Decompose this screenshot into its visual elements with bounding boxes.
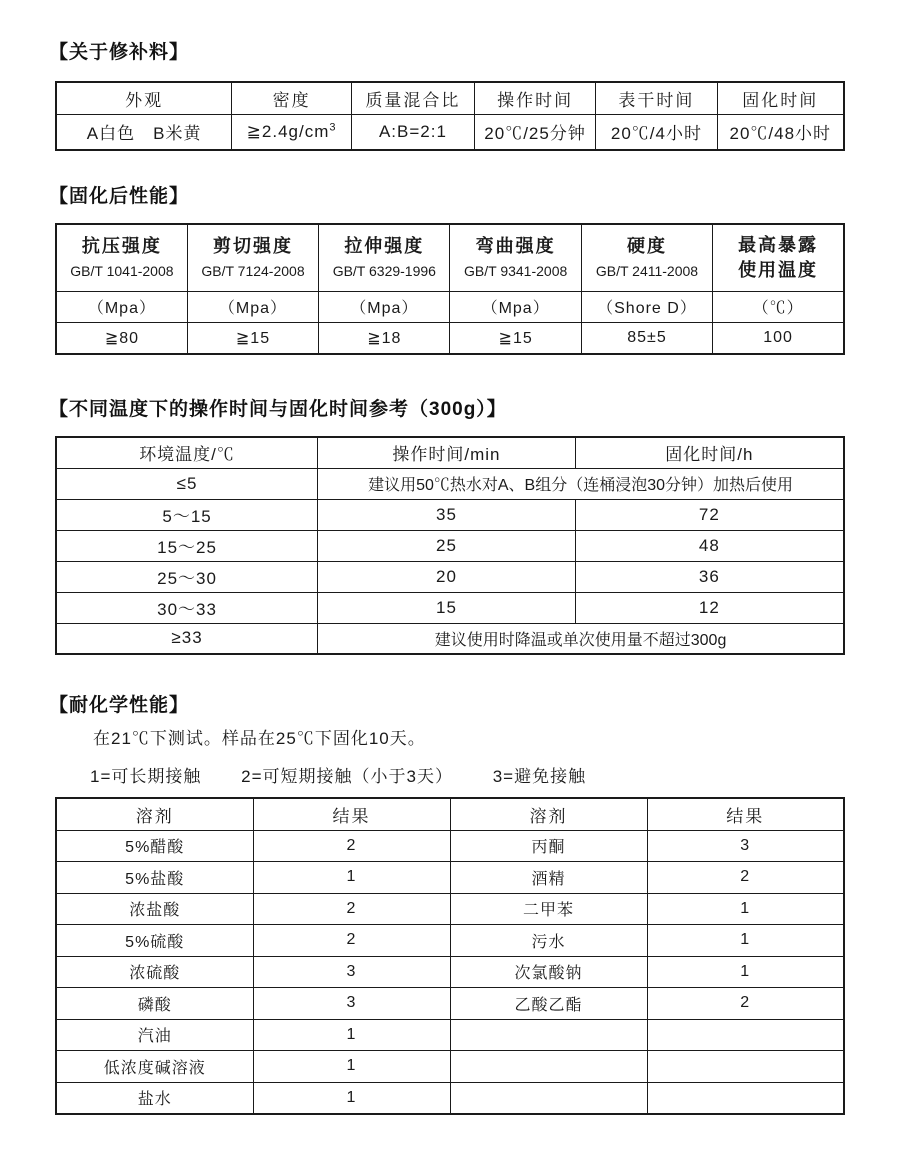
table-row xyxy=(56,592,844,623)
unit-cell: （Mpa） xyxy=(56,291,187,322)
work-time-cell: 25 xyxy=(318,530,576,561)
column-standard: GB/T 9341-2008 xyxy=(464,263,568,280)
temp-range-cell: ≤5 xyxy=(56,468,318,499)
table-row xyxy=(56,499,844,530)
solvent-cell: 盐水 xyxy=(56,1082,253,1114)
section-heading-repair-material: 【关于修补料】 xyxy=(49,42,190,63)
appearance-cell: A白色 B米黄 xyxy=(56,114,232,150)
cure-time-cell: 12 xyxy=(575,592,844,623)
solvent-cell: 污水 xyxy=(450,925,647,957)
column-title: 弯曲强度 xyxy=(475,236,556,257)
value-cell: ≧18 xyxy=(319,322,450,354)
table-row xyxy=(56,468,844,499)
cure-time-cell: 36 xyxy=(575,561,844,592)
table-row xyxy=(56,114,844,150)
column-header-cure-time-h: 固化时间/h xyxy=(575,437,844,468)
column-header-shear xyxy=(187,224,318,291)
column-header-work-time-min: 操作时间/min xyxy=(318,437,576,468)
table-row xyxy=(56,1051,844,1083)
result-cell: 3 xyxy=(253,988,450,1020)
solvent-cell: 酒精 xyxy=(450,862,647,894)
unit-row xyxy=(56,291,844,322)
rating-legend xyxy=(90,762,845,787)
unit-cell: （Mpa） xyxy=(319,291,450,322)
cured-performance-table xyxy=(55,223,845,355)
column-header-result: 结果 xyxy=(647,798,844,830)
column-title: 抗压强度 xyxy=(81,236,162,257)
solvent-cell xyxy=(450,1051,647,1083)
section-heading-temperature-reference: 【不同温度下的操作时间与固化时间参考（300g）】 xyxy=(49,399,507,420)
result-cell: 1 xyxy=(647,956,844,988)
column-header-hardness xyxy=(581,224,712,291)
result-cell: 2 xyxy=(253,830,450,862)
value-row xyxy=(56,322,844,354)
work-time-cell: 20 xyxy=(318,561,576,592)
result-cell: 2 xyxy=(253,893,450,925)
table-row xyxy=(56,925,844,957)
advice-cell: 建议用50℃热水对A、B组分（连桶浸泡30分钟）加热后使用 xyxy=(318,468,844,499)
temp-range-cell: 25～30 xyxy=(56,561,318,592)
column-header-solvent: 溶剂 xyxy=(56,798,253,830)
mix-ratio-cell: A:B=2:1 xyxy=(351,114,474,150)
column-header-work-time: 操作时间 xyxy=(474,82,595,114)
table-header-row xyxy=(56,224,844,291)
temperature-reference-table xyxy=(55,436,845,655)
result-cell: 2 xyxy=(253,925,450,957)
column-standard: GB/T 2411-2008 xyxy=(595,263,699,280)
legend-item-long-term: 1=可长期接触 xyxy=(90,767,202,786)
solvent-cell xyxy=(450,1082,647,1114)
temp-range-cell: 15～25 xyxy=(56,530,318,561)
solvent-cell: 磷酸 xyxy=(56,988,253,1020)
column-standard: GB/T 1041-2008 xyxy=(70,263,174,280)
result-cell: 1 xyxy=(253,1051,450,1083)
value-cell: 85±5 xyxy=(581,322,712,354)
temp-range-cell: 30～33 xyxy=(56,592,318,623)
column-standard: GB/T 6329-1996 xyxy=(332,263,436,280)
cure-time-cell: 48 xyxy=(575,530,844,561)
result-cell: 1 xyxy=(253,1082,450,1114)
advice-cell: 建议使用时降温或单次使用量不超过300g xyxy=(318,623,844,654)
result-cell: 2 xyxy=(647,862,844,894)
result-cell: 1 xyxy=(253,1019,450,1051)
unit-cell: （Mpa） xyxy=(187,291,318,322)
table-row xyxy=(56,530,844,561)
temp-range-cell: 5～15 xyxy=(56,499,318,530)
table-row xyxy=(56,1082,844,1114)
column-header-flexural xyxy=(450,224,581,291)
result-cell: 1 xyxy=(253,862,450,894)
legend-item-short-term: 2=可短期接触（小于3天） xyxy=(241,767,453,786)
result-cell: 2 xyxy=(647,988,844,1020)
density-cell xyxy=(232,114,352,150)
result-cell xyxy=(647,1082,844,1114)
solvent-cell: 浓硫酸 xyxy=(56,956,253,988)
work-time-cell: 15 xyxy=(318,592,576,623)
cure-time-cell: 20℃/48小时 xyxy=(717,114,844,150)
table-row xyxy=(56,893,844,925)
temp-range-cell: ≥33 xyxy=(56,623,318,654)
solvent-cell: 5%硫酸 xyxy=(56,925,253,957)
column-standard: GB/T 7124-2008 xyxy=(201,263,305,280)
value-cell: ≧15 xyxy=(450,322,581,354)
result-cell: 3 xyxy=(253,956,450,988)
result-cell xyxy=(647,1019,844,1051)
column-header-density: 密度 xyxy=(232,82,352,114)
column-header-mix-ratio: 质量混合比 xyxy=(351,82,474,114)
section-heading-cured-performance: 【固化后性能】 xyxy=(49,186,190,207)
table-row xyxy=(56,1019,844,1051)
solvent-cell: 低浓度碱溶液 xyxy=(56,1051,253,1083)
column-header-appearance: 外观 xyxy=(56,82,232,114)
table-row xyxy=(56,862,844,894)
solvent-cell: 乙酸乙酯 xyxy=(450,988,647,1020)
tack-free-time-cell: 20℃/4小时 xyxy=(596,114,717,150)
table-row xyxy=(56,956,844,988)
table-row xyxy=(56,561,844,592)
column-header-max-exposure-temp xyxy=(713,224,844,291)
column-header-solvent: 溶剂 xyxy=(450,798,647,830)
value-cell: ≧15 xyxy=(187,322,318,354)
table-row xyxy=(56,623,844,654)
test-condition-note: 在21℃下测试。样品在25℃下固化10天。 xyxy=(93,729,426,748)
column-header-ambient-temp: 环境温度/℃ xyxy=(56,437,318,468)
solvent-cell: 汽油 xyxy=(56,1019,253,1051)
work-time-cell: 20℃/25分钟 xyxy=(474,114,595,150)
result-cell: 1 xyxy=(647,893,844,925)
density-value: ≧2.4g/cm xyxy=(246,121,330,141)
column-title-line2: 使用温度 xyxy=(738,259,819,280)
result-cell: 1 xyxy=(647,925,844,957)
unit-cell: （℃） xyxy=(713,291,844,322)
solvent-cell: 5%醋酸 xyxy=(56,830,253,862)
column-header-compressive xyxy=(56,224,187,291)
solvent-cell: 次氯酸钠 xyxy=(450,956,647,988)
result-cell xyxy=(647,1051,844,1083)
unit-cell: （Shore D） xyxy=(581,291,712,322)
repair-material-table xyxy=(55,81,845,151)
result-cell: 3 xyxy=(647,830,844,862)
solvent-cell: 二甲苯 xyxy=(450,893,647,925)
column-header-cure-time: 固化时间 xyxy=(717,82,844,114)
column-title: 剪切强度 xyxy=(212,236,293,257)
column-title: 最高暴露 xyxy=(738,234,819,255)
column-title: 硬度 xyxy=(626,236,667,257)
table-header-row xyxy=(56,437,844,468)
column-header-tensile xyxy=(319,224,450,291)
table-header-row xyxy=(56,798,844,830)
density-exponent: 3 xyxy=(329,121,337,134)
column-title: 拉伸强度 xyxy=(344,236,425,257)
column-header-tack-free-time: 表干时间 xyxy=(596,82,717,114)
table-row xyxy=(56,830,844,862)
section-heading-chemical-resistance: 【耐化学性能】 xyxy=(49,695,190,716)
solvent-cell xyxy=(450,1019,647,1051)
table-row xyxy=(56,988,844,1020)
unit-cell: （Mpa） xyxy=(450,291,581,322)
solvent-cell: 浓盐酸 xyxy=(56,893,253,925)
value-cell: 100 xyxy=(713,322,844,354)
table-header-row xyxy=(56,82,844,114)
legend-item-avoid: 3=避免接触 xyxy=(492,767,587,786)
work-time-cell: 35 xyxy=(318,499,576,530)
chemical-resistance-table xyxy=(55,797,845,1115)
solvent-cell: 5%盐酸 xyxy=(56,862,253,894)
column-header-result: 结果 xyxy=(253,798,450,830)
cure-time-cell: 72 xyxy=(575,499,844,530)
value-cell: ≧80 xyxy=(56,322,187,354)
solvent-cell: 丙酮 xyxy=(450,830,647,862)
